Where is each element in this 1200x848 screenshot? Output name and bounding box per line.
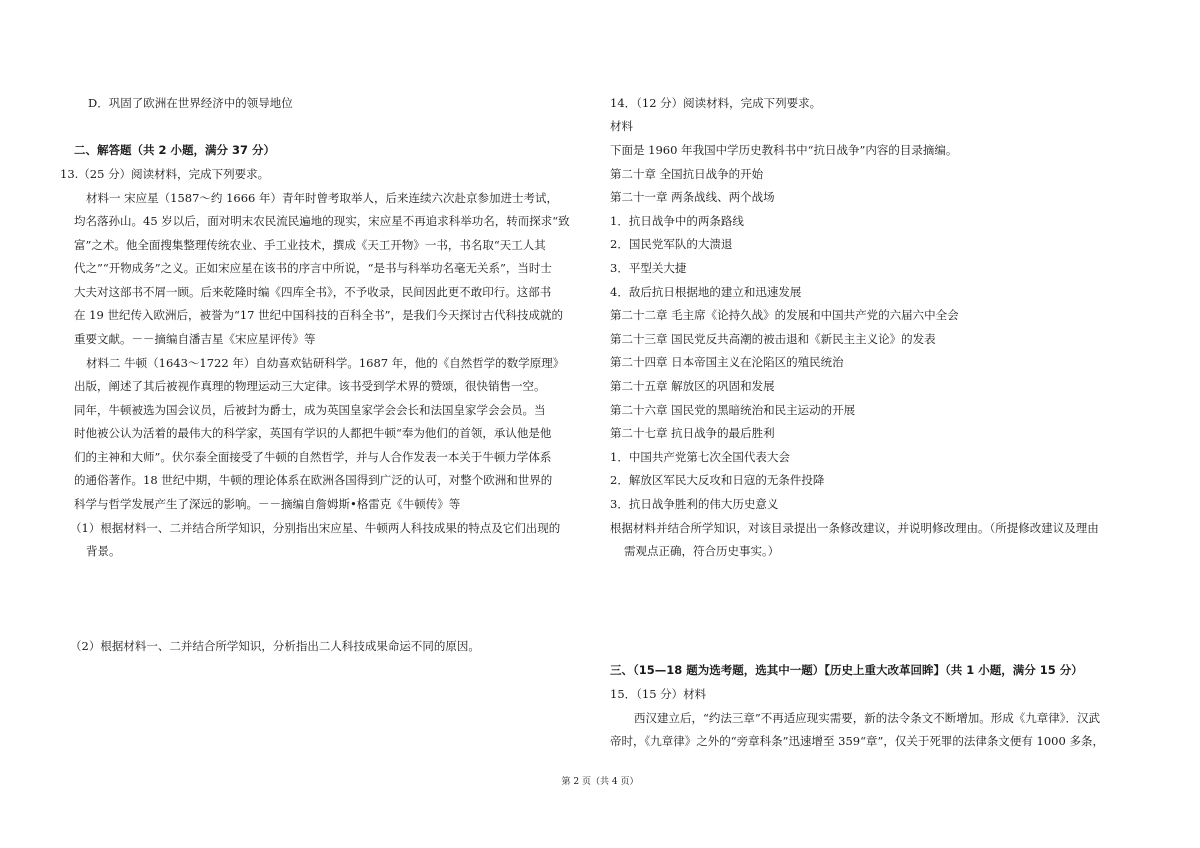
q15-stem: 15．（15 分）材料 bbox=[610, 687, 707, 701]
toc-item: 第二十六章 国民党的黑暗统治和民主运动的开展 bbox=[610, 403, 856, 417]
q13-material-one-line: 代之”“开物成务”之义。正如宋应星在该书的序言中所说，“是书与科举功名毫无关系”，当时士 bbox=[74, 261, 552, 275]
toc-item: 第二十二章 毛主席《论持久战》的发展和中国共产党的六届六中全会 bbox=[610, 308, 959, 322]
q13-material-one-line: 在 19 世纪传入欧洲后，被誉为“17 世纪中国科技的百科全书”，是我们今天探讨古代科技成就的 bbox=[74, 308, 563, 322]
option-d: D．巩固了欧洲在世界经济中的领导地位 bbox=[88, 96, 293, 110]
q13-material-two-line: 材料二 牛顿（1643～1722 年）自幼喜欢钻研科学。1687 年，他的《自然哲学的数学原理》 bbox=[86, 356, 565, 370]
section-two-heading: 二、解答题（共 2 小题，满分 37 分） bbox=[74, 143, 276, 157]
q13-material-two-line: 出版，阐述了其后被视作真理的物理运动三大定律。该书受到学术界的赞颂，很快销售一空。 bbox=[74, 379, 546, 393]
q13-sub2: （2）根据材料一、二并结合所学知识，分析指出二人科技成果命运不同的原因。 bbox=[70, 639, 480, 653]
toc-item: 1．抗日战争中的两条路线 bbox=[610, 214, 744, 228]
toc-item: 第二十四章 日本帝国主义在沦陷区的殖民统治 bbox=[610, 355, 844, 369]
q14-question-line: 需观点正确，符合历史事实。） bbox=[624, 544, 780, 558]
toc-item: 2．国民党军队的大溃退 bbox=[610, 237, 733, 251]
q13-material-one-line: 均名落孙山。45 岁以后，面对明末农民流民遍地的现实，宋应星不再追求科举功名，转而探求“致 bbox=[74, 214, 570, 228]
q14-stem: 14．（12 分）阅读材料，完成下列要求。 bbox=[610, 96, 822, 110]
q15-material-line: 帝时，《九章律》之外的“旁章科条”迅速增至 359“章”，仅关于死罪的法律条文便有 1000 多条， bbox=[610, 734, 1104, 748]
q13-sub1-line: 背景。 bbox=[86, 544, 121, 558]
toc-item: 3．平型关大捷 bbox=[610, 261, 687, 275]
toc-item: 1．中国共产党第七次全国代表大会 bbox=[610, 450, 790, 464]
q13-material-two-line: 们的主神和大师”。伏尔泰全面接受了牛顿的自然哲学，并与人合作发表一本关于牛顿力学体系 bbox=[74, 450, 552, 464]
toc-item: 第二十七章 抗日战争的最后胜利 bbox=[610, 426, 775, 440]
toc-item: 2．解放区军民大反攻和日寇的无条件投降 bbox=[610, 473, 825, 487]
page-footer: 第 2 页（共 4 页） bbox=[561, 777, 639, 787]
q13-material-two-line: 科学与哲学发展产生了深远的影响。－－摘编自詹姆斯•格雷克《牛顿传》等 bbox=[74, 497, 461, 511]
toc-item: 第二十章 全国抗日战争的开始 bbox=[610, 167, 764, 181]
section-three-heading: 三、（15—18 题为选考题，选其中一题）【历史上重大改革回眸】（共 1 小题，满分 15 分） bbox=[610, 663, 1083, 677]
q13-material-two-line: 的通俗著作。18 世纪中期，牛顿的理论体系在欧洲各国得到广泛的认可，对整个欧洲和世界的 bbox=[74, 473, 553, 487]
q13-sub1-line: （1）根据材料一、二并结合所学知识，分别指出宋应星、牛顿两人科技成果的特点及它们出现的 bbox=[70, 521, 561, 535]
q13-material-two-line: 时他被公认为活着的最伟大的科学家，英国有学识的人都把牛顿“奉为他们的首领，承认他是他 bbox=[74, 426, 552, 440]
q13-material-one-line: 大夫对这部书不屑一顾。后来乾隆时编《四库全书》，不予收录，民间因此更不敢印行。这部书 bbox=[74, 285, 552, 299]
q13-stem: 13.（25 分）阅读材料，完成下列要求。 bbox=[60, 167, 270, 181]
toc-item: 第二十五章 解放区的巩固和发展 bbox=[610, 379, 775, 393]
toc-item: 第二十三章 国民党反共高潮的被击退和《新民主主义论》的发表 bbox=[610, 332, 936, 346]
toc-item: 第二十一章 两条战线、两个战场 bbox=[610, 190, 775, 204]
q13-material-one-line: 富”之术。他全面搜集整理传统农业、手工业技术，撰成《天工开物》一书，书名取“天工人其 bbox=[74, 238, 546, 252]
toc-item: 3．抗日战争胜利的伟大历史意义 bbox=[610, 497, 779, 511]
q13-material-one-line: 材料一 宋应星（1587～约 1666 年）青年时曾考取举人，后来连续六次赴京参加进士考试， bbox=[86, 191, 558, 205]
q14-material-label: 材料 bbox=[610, 119, 633, 133]
toc-item: 4．敌后抗日根据地的建立和迅速发展 bbox=[610, 285, 802, 299]
q13-material-one-line: 重要文献。－－摘编自潘吉星《宋应星评传》等 bbox=[74, 332, 316, 346]
q13-material-two-line: 同年，牛顿被选为国会议员，后被封为爵士，成为英国皇家学会会长和法国皇家学会会员。当 bbox=[74, 403, 546, 417]
q14-intro: 下面是 1960 年我国中学历史教科书中“抗日战争”内容的目录摘编。 bbox=[610, 143, 958, 157]
q15-material-line: 西汉建立后，“约法三章”不再适应现实需要，新的法令条文不断增加。形成《九章律》．汉武 bbox=[634, 711, 1101, 725]
q14-question-line: 根据材料并结合所学知识，对该目录提出一条修改建议，并说明修改理由。（所提修改建议及理由 bbox=[610, 521, 1099, 535]
